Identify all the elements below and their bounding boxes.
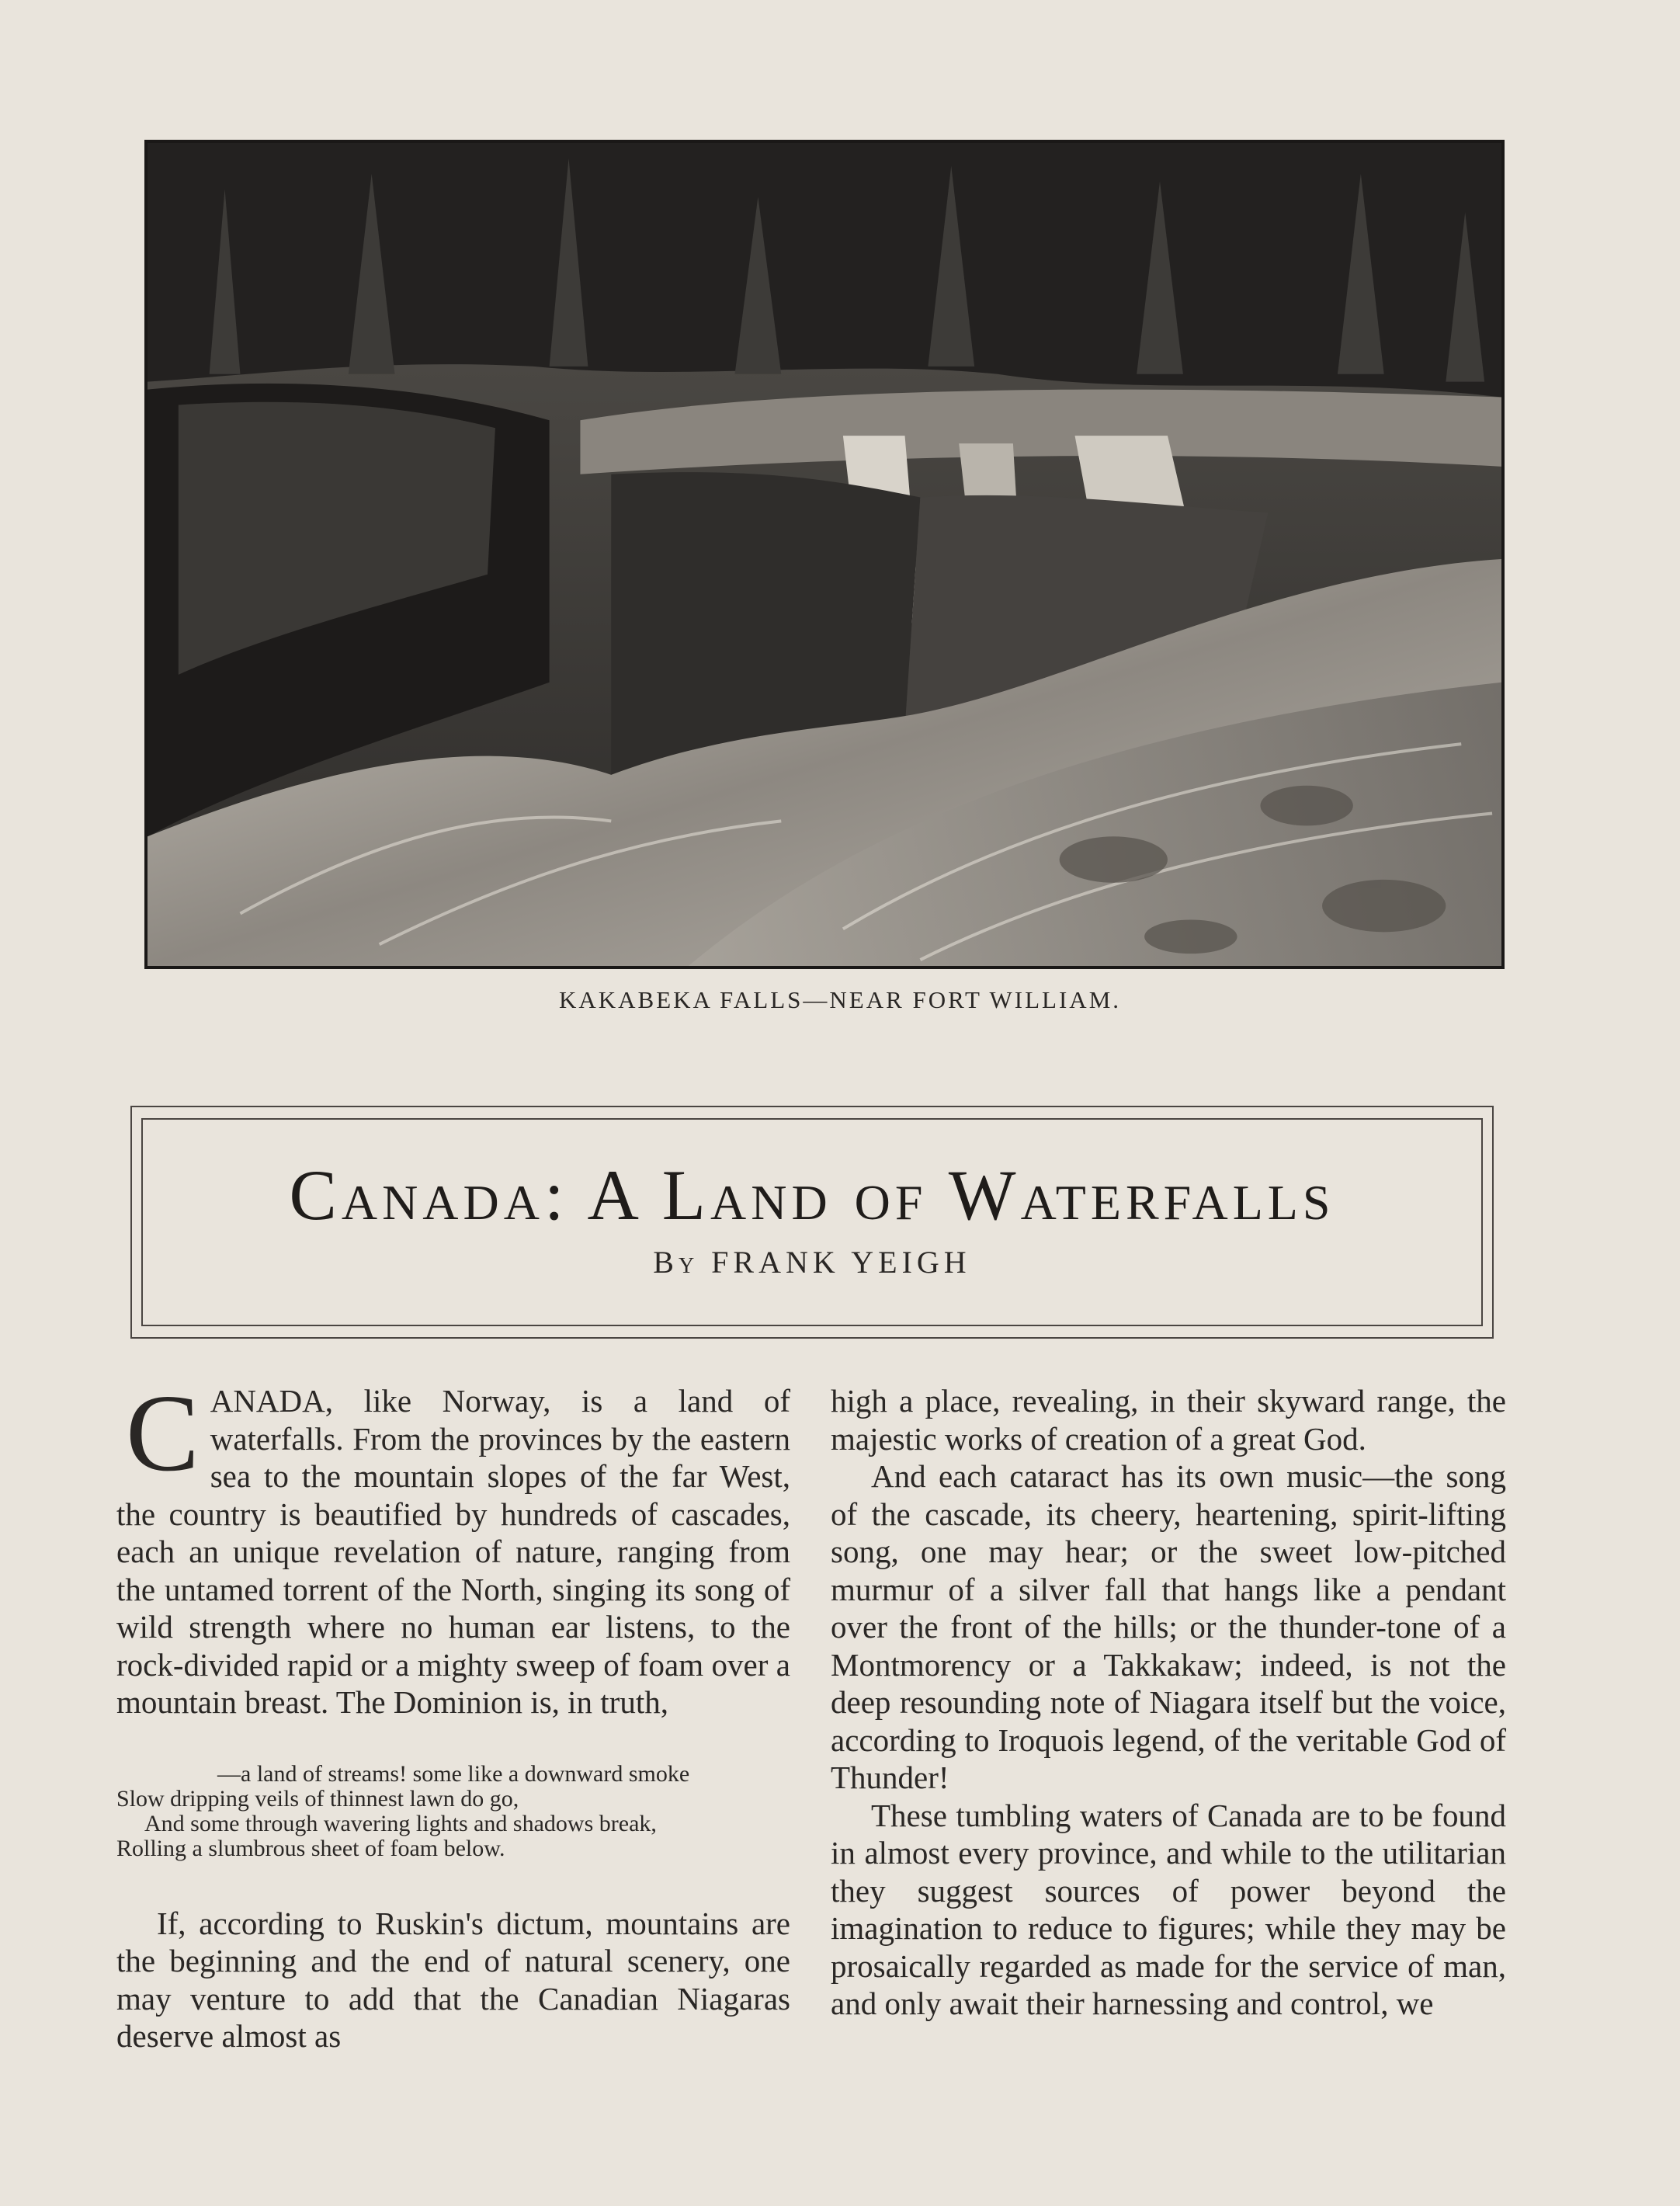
- opening-paragraph: [116, 1371, 790, 1721]
- drop-cap: C: [126, 1371, 200, 1494]
- waters-paragraph: These tumbling waters of Canada are to be found in almost every province, and while to the utilitarian they suggest sources of power beyond the imagination to reduce to figures; while they may be prosaically regarded as made for the service of man, and only await their harnessing and control, we: [831, 1797, 1506, 2021]
- photo-caption: KAKABEKA FALLS—NEAR FORT WILLIAM.: [558, 986, 1122, 1013]
- article-byline: By FRANK YEIGH: [653, 1245, 971, 1280]
- poem-line: —a land of streams! some like a downward smoke: [217, 1760, 690, 1787]
- poem-line: Slow dripping veils of thinnest lawn do go,: [116, 1785, 519, 1812]
- article-title: Canada: A Land of Waterfalls: [289, 1155, 1335, 1235]
- opening-paragraph-text: ANADA, like Norway, is a land of waterfalls. From the provinces by the eastern sea to the mountain slopes of the far West, the country is beautified by hundreds of cascades, each an unique revelation of nature, ranging from the untamed torrent of the North, singing its song of wild strength where no human ear listens, to the rock-divided rapid or a mighty sweep of foam over a mountain breast. The Dominion is, in truth,: [116, 1383, 790, 1720]
- waterfall-photograph: [144, 140, 1505, 969]
- poem-quote: [116, 1762, 790, 1861]
- poem-line: Rolling a slumbrous sheet of foam below.: [116, 1835, 505, 1861]
- continued-paragraph: high a place, revealing, in their skyward range, the majestic works of creation of a great God.: [831, 1383, 1506, 1457]
- ruskin-paragraph: If, according to Ruskin's dictum, mountains are the beginning and the end of natural scenery, one may venture to add that the Canadian Niagaras deserve almost as: [116, 1905, 790, 2054]
- title-box: [130, 1106, 1494, 1339]
- right-column: [831, 1382, 1506, 2023]
- left-column: [116, 1371, 790, 2055]
- music-paragraph: And each cataract has its own music—the song of the cascade, its cheery, heartening, spirit-lifting song, one may hear; or the sweet low-pitched murmur of a silver fall that hangs like a pendant over the front of the hills; or the thunder-tone of a Montmorency or a Takkakaw; indeed, is not the deep resounding note of Niagara itself but the voice, according to Iroquois legend, of the veritable God of Thunder!: [831, 1458, 1506, 1795]
- waterfall-illustration: [148, 143, 1501, 966]
- poem-line: And some through wavering lights and shadows break,: [144, 1810, 657, 1836]
